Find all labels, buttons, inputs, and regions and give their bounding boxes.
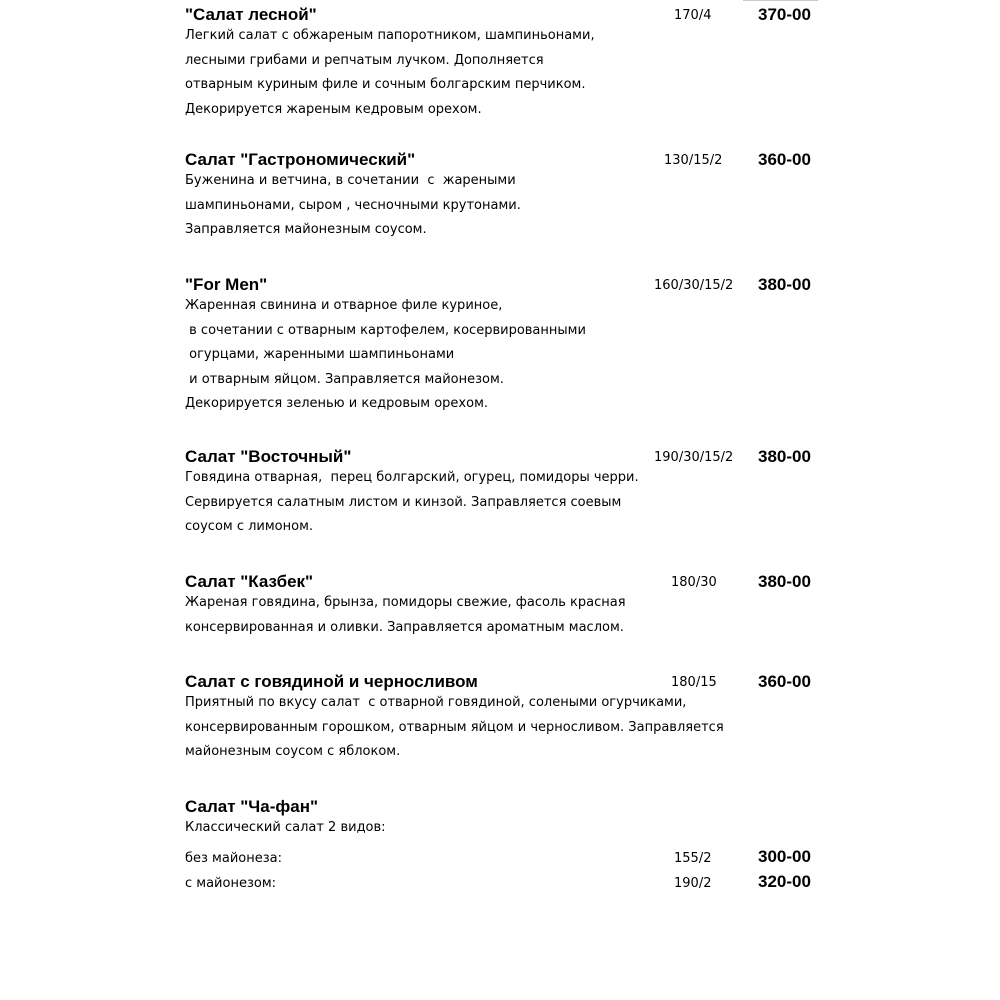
description-line: огурцами, жаренными шампиньонами — [185, 347, 455, 362]
item-price: 380-00 — [758, 275, 811, 294]
description-line: Сервируется салатным листом и кинзой. Заправляется соевым — [185, 494, 622, 510]
item-weight: 190/30/15/2 — [654, 450, 734, 465]
item-title: Салат с говядиной и черносливом — [185, 672, 478, 691]
description-line: Декорируется зеленью и кедровым орехом. — [185, 396, 489, 411]
item-description — [185, 591, 626, 640]
description-line: Жаренная свинина и отварное филе куриное, — [185, 298, 503, 313]
item-title: "For Men" — [185, 275, 268, 294]
description-line: консервированным горошком, отварным яйцом и черносливом. Заправляется — [185, 719, 724, 735]
item-price: 360-00 — [758, 150, 811, 169]
description-line: Приятный по вкусу салат с отварной говядиной, солеными огурчиками, — [185, 695, 687, 710]
item-description — [185, 816, 386, 841]
description-line: в сочетании с отварным картофелем, косервированными — [185, 322, 586, 338]
item-weight: 170/4 — [674, 8, 712, 23]
item-weight: 160/30/15/2 — [654, 278, 734, 293]
description-line: Буженина и ветчина, в сочетании с жареными — [185, 173, 516, 188]
item-description — [185, 691, 724, 765]
item-title: Салат "Ча-фан" — [185, 797, 319, 816]
item-price: 360-00 — [758, 672, 811, 691]
item-description — [185, 294, 586, 417]
item-weight: 180/15 — [671, 675, 717, 690]
item-price: 380-00 — [758, 447, 811, 466]
description-line: Декорируется жареным кедровым орехом. — [185, 101, 482, 117]
item-title: Салат "Казбек" — [185, 572, 314, 591]
description-line: консервированная и оливки. Заправляется ароматным маслом. — [185, 619, 624, 635]
variant-row — [0, 872, 1000, 896]
description-line: майонезным соусом с яблоком. — [185, 744, 401, 759]
top-rule — [743, 0, 818, 1]
item-weight: 180/30 — [671, 575, 717, 590]
description-line: лесными грибами и репчатым лучком. Дополняется — [185, 52, 544, 68]
variant-label: без майонеза: — [185, 851, 282, 866]
description-line: шампиньонами, сыром , чесночными крутонами. — [185, 197, 521, 213]
item-description — [185, 466, 639, 540]
item-title: Салат "Восточный" — [185, 447, 352, 466]
description-line: отварным куриным филе и сочным болгарским перчиком. — [185, 77, 586, 92]
item-title: "Салат лесной" — [185, 5, 317, 24]
item-title: Салат "Гастрономический" — [185, 150, 416, 169]
item-description — [185, 24, 595, 122]
item-price: 380-00 — [758, 572, 811, 591]
variant-weight: 155/2 — [674, 851, 712, 866]
description-line: Классический салат 2 видов: — [185, 820, 386, 835]
description-line: Легкий салат с обжареным папоротником, шампиньонами, — [185, 28, 595, 43]
variant-label: с майонезом: — [185, 876, 277, 891]
item-price: 370-00 — [758, 5, 811, 24]
description-line: Заправляется майонезным соусом. — [185, 222, 427, 237]
variant-row — [0, 847, 1000, 871]
variant-price: 300-00 — [758, 847, 811, 866]
variant-price: 320-00 — [758, 872, 811, 891]
item-description — [185, 169, 521, 243]
description-line: и отварным яйцом. Заправляется майонезом. — [185, 371, 504, 387]
variant-weight: 190/2 — [674, 876, 712, 891]
description-line: соусом с лимоном. — [185, 519, 314, 534]
item-weight: 130/15/2 — [664, 153, 723, 168]
description-line: Говядина отварная, перец болгарский, огурец, помидоры черри. — [185, 470, 639, 485]
description-line: Жареная говядина, брынза, помидоры свежие, фасоль красная — [185, 595, 626, 610]
